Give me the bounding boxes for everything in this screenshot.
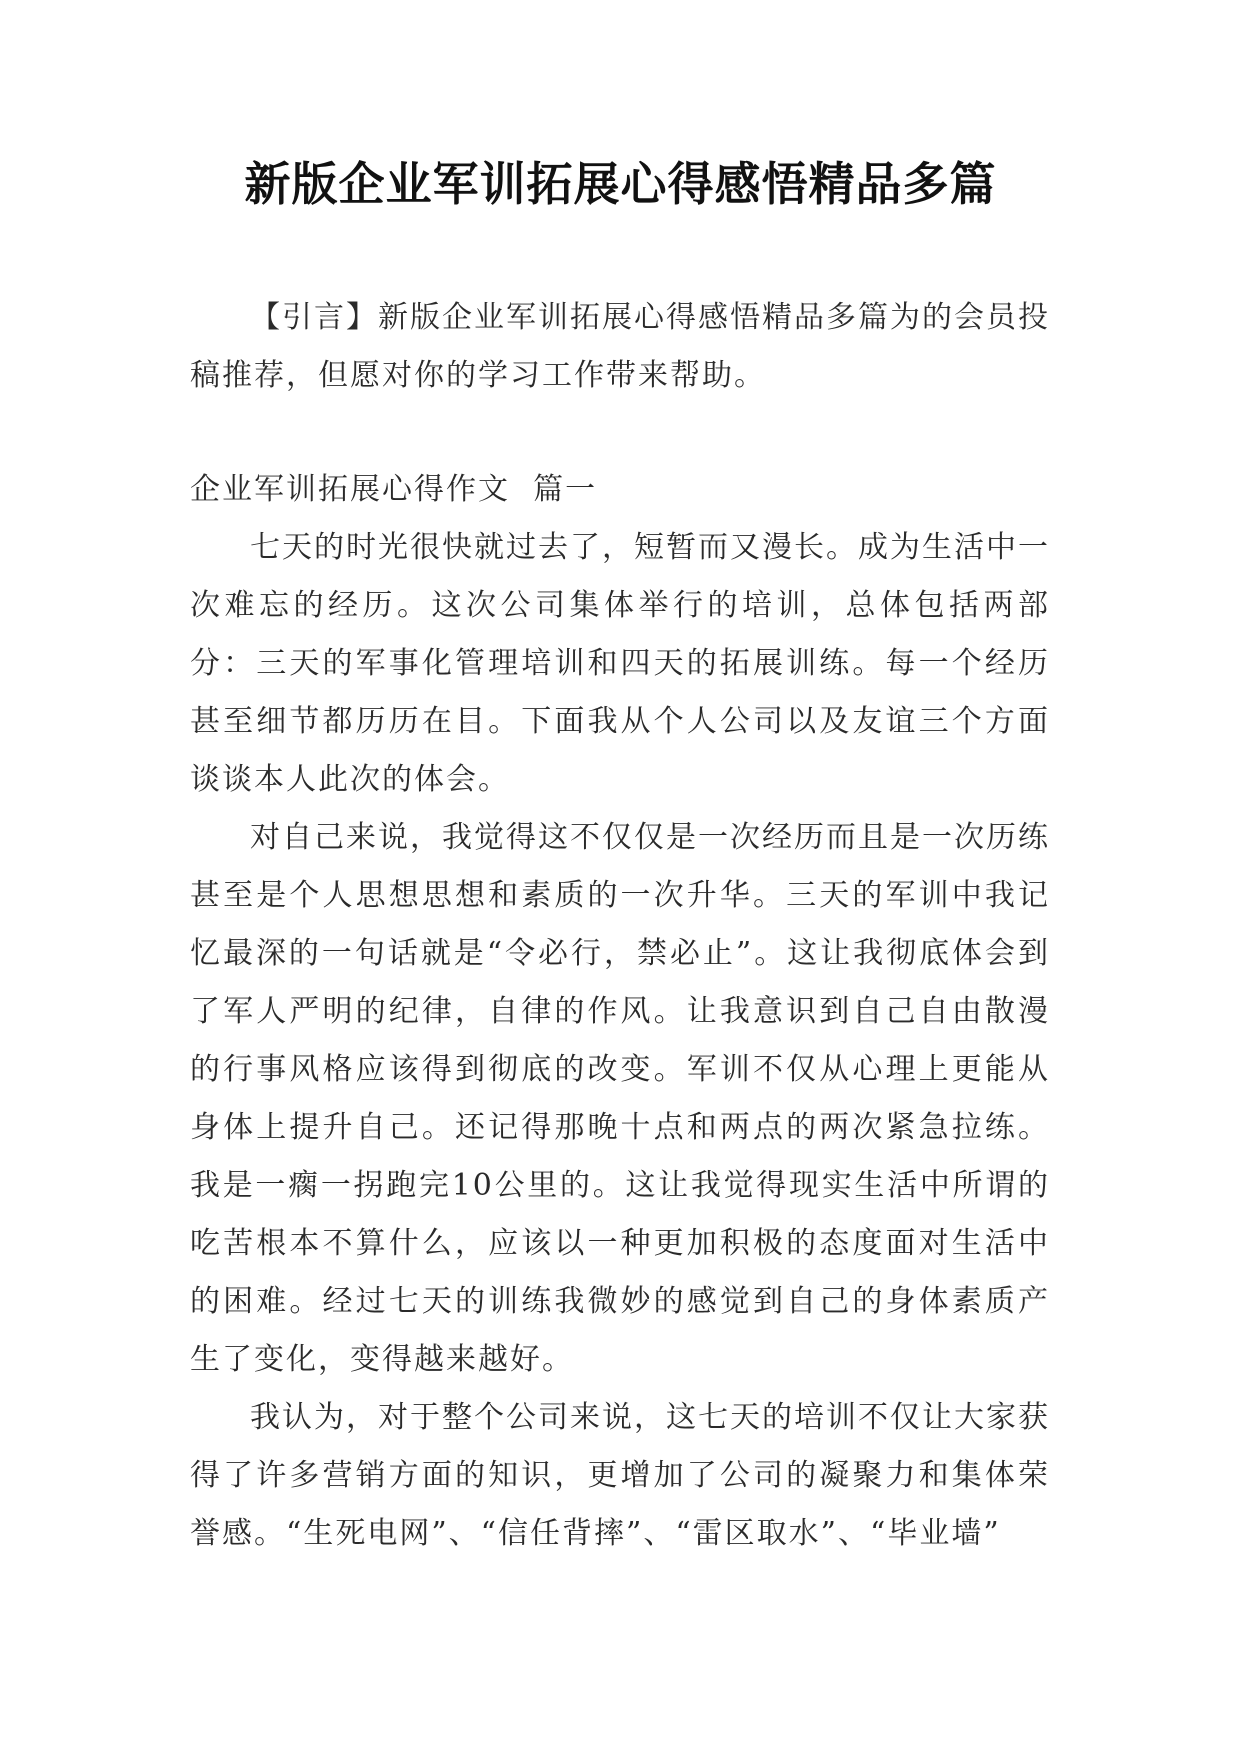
paragraph-1: 七天的时光很快就过去了，短暂而又漫长。成为生活中一次难忘的经历。这次公司集体举行的培训，总体包括两部分：三天的军事化管理培训和四天的拓展训练。每一个经历甚至细节都历历在目。下面我从个人公司以及友谊三个方面谈谈本人此次的体会。 <box>190 530 1050 797</box>
paragraph-2: 对自己来说，我觉得这不仅仅是一次经历而且是一次历练甚至是个人思想思想和素质的一次升华。三天的军训中我记忆最深的一句话就是“令必行，禁必止”。这让我彻底体会到了军人严明的纪律，自律的作风。让我意识到自己自由散漫的行事风格应该得到彻底的改变。军训不仅从心理上更能从身体上提升自己。还记得那晚十点和两点的两次紧急拉练。我是一瘸一拐跑完10公里的。这让我觉得现实生活中所谓的吃苦根本不算什么，应该以一种更加积极的态度面对生活中的困难。经过七天的训练我微妙的感觉到自己的身体素质产生了变化，变得越来越好。 <box>190 820 1050 1377</box>
document-title: 新版企业军训拓展心得感悟精品多篇 <box>244 157 997 211</box>
intro-block <box>190 289 1050 405</box>
paragraph-3: 我认为，对于整个公司来说，这七天的培训不仅让大家获得了许多营销方面的知识，更增加了公司的凝聚力和集体荣誉感。“生死电网”、“信任背摔”、“雷区取水”、“毕业墙” <box>190 1400 1050 1551</box>
intro-paragraph: 【引言】新版企业军训拓展心得感悟精品多篇为的会员投稿推荐，但愿对你的学习工作带来帮助。 <box>190 300 1050 393</box>
article-body <box>190 519 1050 1563</box>
section-heading: 企业军训拓展心得作文 篇一 <box>190 472 598 507</box>
